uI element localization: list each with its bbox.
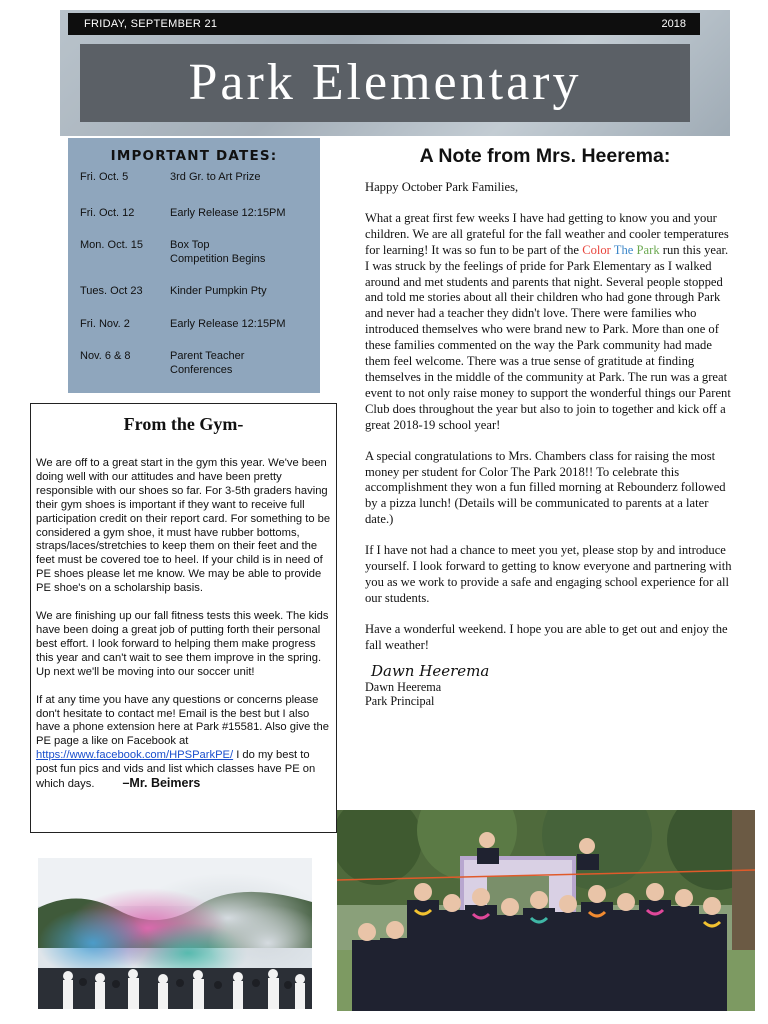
date-event: Early Release 12:15PM — [170, 207, 286, 219]
date-event — [170, 238, 308, 266]
gym-paragraph — [36, 694, 331, 792]
date-row — [80, 238, 308, 266]
staff-group-photo — [337, 810, 755, 1011]
group-photo-illustration — [337, 810, 755, 1011]
note-heading: A Note from Mrs. Heerema: — [419, 145, 671, 167]
gym-article — [30, 403, 337, 833]
important-dates-heading: IMPORTANT DATES: — [110, 148, 278, 164]
date-row — [80, 284, 308, 298]
color-run-illustration — [38, 858, 312, 1009]
principal-note — [365, 145, 735, 709]
date-row — [80, 206, 308, 220]
note-paragraph: If I have not had a chance to meet you yet, please stop by and introduce yourself. I look forward to getting to know everyone and partnering with you as we work to provide a safe and engaging school experience for all our students. — [365, 543, 732, 605]
date-event-line1: Box Top — [170, 239, 210, 251]
date-event-line2: Conferences — [170, 364, 233, 376]
note-text-end: run this year. I was struck by the feelings of pride for Park Elementary as I walked around and met students and parents that night. Several people stopped and told me stories about all their children who had gone through Park and never had a teacher they didn't love. There were families who introduced themselves who were brand new to Park. More than one of these families commented on the way the Park community had made them feel welcome. There was a true sense of gratitude at finding themselves in the middle of the community at Park. The run was a great event to not only raise money to support the wonderful things our Parent Club does throughout the year but also to join to together and kick off a great 2018-19 school year! — [365, 242, 731, 432]
issue-year: 2018 — [661, 18, 686, 30]
date-event-line1: Parent Teacher — [170, 350, 245, 362]
date-label: Mon. Oct. 15 — [80, 239, 143, 251]
date-row — [80, 349, 308, 377]
color-run-photo — [38, 858, 312, 1009]
gym-contact-text: If at any time you have any questions or concerns please don't hesitate to contact me! Email is the best but I also have a phone extension here at Park #15581. Also give the PE page a like on Facebook at — [36, 693, 329, 748]
date-label: Fri. Oct. 12 — [80, 207, 135, 219]
gym-paragraph: We are off to a great start in the gym this year. We've been doing well with our attitudes and have been pretty responsible with our shoes so far. For 3-5th graders having their gym shoes is important if they want to receive full participation credit on their report card. For something to be considered a gym shoe, it must have rubber bottoms, straps/laces/stretchies to keep them on their feet and the feet must be covered toe to heel. If your child is in need of PE shoes please let me know. We may be able to provide PE shoe's on a scholarship basis. — [36, 457, 331, 595]
park-word: Park — [636, 242, 660, 257]
note-greeting: Happy October Park Families, — [365, 180, 519, 194]
date-label: Fri. Oct. 5 — [80, 171, 129, 183]
note-paragraph: A special congratulations to Mrs. Chambers class for raising the most money per student for Color The Park 2018!! To celebrate this accomplishment they won a fun filled morning at Rebounderz followed by a pizza lunch! (Details will be communicated to parents at a later date.) — [365, 448, 726, 527]
date-event-line2: Competition Begins — [170, 253, 266, 265]
note-paragraph: Have a wonderful weekend. I hope you are able to get out and enjoy the fall weather! — [365, 621, 728, 652]
important-dates-box — [68, 138, 320, 393]
date-bar — [68, 13, 700, 35]
the-word: The — [613, 242, 634, 257]
facebook-link[interactable]: https://www.facebook.com/HPSParkPE/ — [36, 749, 234, 762]
date-label: Tues. Oct 23 — [80, 285, 143, 297]
date-label: Fri. Nov. 2 — [80, 318, 130, 330]
principal-role: Park Principal — [365, 694, 435, 709]
date-row — [80, 170, 308, 184]
date-row — [80, 317, 308, 331]
date-label: Nov. 6 & 8 — [80, 350, 131, 362]
date-event: Kinder Pumpkin Pty — [170, 285, 267, 297]
handwritten-signature: Dawn Heerema — [371, 661, 490, 680]
date-event: 3rd Gr. to Art Prize — [170, 171, 261, 183]
issue-date: FRIDAY, SEPTEMBER 21 — [84, 18, 218, 30]
date-event: Early Release 12:15PM — [170, 318, 286, 330]
title-box — [80, 44, 690, 122]
gym-contact-text-end: I do my best to post fun pics and vids and list which classes have PE on which days. — [36, 749, 316, 791]
newsletter-title: Park Elementary — [188, 54, 582, 111]
principal-name: Dawn Heerema — [365, 679, 442, 694]
gym-heading: From the Gym- — [123, 414, 244, 434]
note-text: What a great first few weeks I have had getting to know you and your children. We are all grateful for the fall weather and cooler temperatures for learning! It was so fun to be part of the — [365, 210, 729, 257]
note-paragraph — [365, 211, 735, 434]
date-event — [170, 349, 308, 377]
color-word: Color — [582, 242, 611, 257]
gym-paragraph: We are finishing up our fall fitness tests this week. The kids have been doing a great job of putting forth their personal best effort. I look forward to helping them make progress this year and can't wait to see them improve in the spring. Up next we'll be moving into our soccer unit! — [36, 610, 329, 678]
gym-signature: –Mr. Beimers — [122, 776, 201, 791]
masthead — [60, 10, 730, 136]
